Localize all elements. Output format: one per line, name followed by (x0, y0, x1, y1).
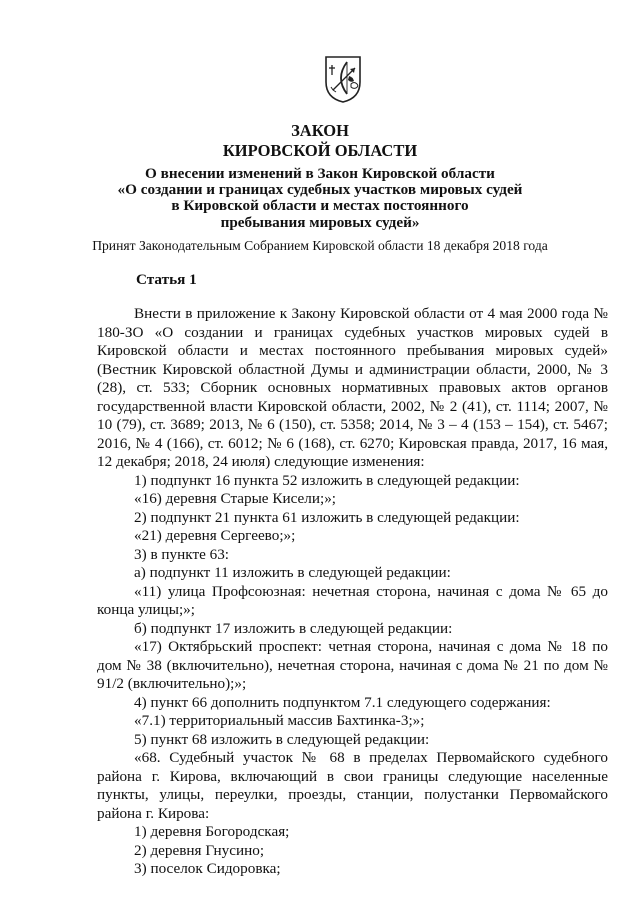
article-heading: Статья 1 (136, 271, 197, 288)
title-line-2: КИРОВСКОЙ ОБЛАСТИ (222, 141, 418, 160)
title-line-1: ЗАКОН (291, 121, 349, 140)
list-item: 3) поселок Сидоровка; (134, 860, 281, 877)
list-item: 2) деревня Гнусино; (134, 841, 265, 859)
subtitle-line: О внесении изменений в Закон Кировской области (145, 165, 495, 182)
list-item: 3) в пункте 63: (134, 545, 230, 563)
list-item: «7.1) территориальный массив Бахтинка-3;»; (134, 712, 425, 729)
list-item: «16) деревня Старые Кисели;»; (134, 490, 337, 507)
article-body (97, 305, 608, 879)
subtitle-line: пребывания мировых судей» (220, 213, 420, 231)
subtitle-line: в Кировской области и местах постоянного (171, 197, 469, 215)
kirov-region-coat-of-arms-icon (323, 54, 363, 104)
list-item: 5) пункт 68 изложить в следующей редакции: (134, 730, 430, 748)
list-item: а) подпункт 11 изложить в следующей редакции: (134, 564, 451, 581)
law-subtitle (0, 166, 640, 231)
list-item: 1) подпункт 16 пункта 52 изложить в следующей редакции: (134, 471, 520, 489)
list-item: 4) пункт 66 дополнить подпунктом 7.1 следующего содержания: (134, 693, 551, 711)
list-item: «17) Октябрьский проспект: четная сторона, начиная с дома № 18 по дом № 38 (включительно), нечетная сторона, начиная с дома № 21 по дом № 91/2 (включительно);»; (97, 638, 608, 692)
adoption-note: Принят Законодательным Собранием Кировской области 18 декабря 2018 года (92, 238, 548, 253)
list-item: 2) подпункт 21 пункта 61 изложить в следующей редакции: (134, 508, 520, 526)
paragraph-intro: Внести в приложение к Закону Кировской области от 4 мая 2000 года № 180-ЗО «О создании и границах судебных участков мировых судей в Кировской области и местах постоянного пребывания мировых судей» (Вестник Кировской областной Думы и администрации области, 2000, № 3 (28), ст. 533; Сборник основных нормативных правовых актов органов государственной власти Кировской области, 2002, № 2 (41), ст. 1114; 2007, № 10 (79), ст. 3689; 2013, № 6 (150), ст. 5358; 2014, № 3 – 4 (153 – 154), ст. 5467; 2016, № 4 (166), ст. 6012; № 6 (168), ст. 6270; Кировская правда, 2017, 16 мая, 12 декабря; 2018, 24 июля) следующие изменения: (97, 305, 608, 470)
list-item: «68. Судебный участок № 68 в пределах Первомайского судебного района г. Кирова, включающий в свои границы следующие населенные пункты, улицы, переулки, проезды, станции, полустанки Первомайского района г. Кирова: (97, 749, 608, 822)
list-item: б) подпункт 17 изложить в следующей редакции: (134, 619, 453, 637)
law-title (0, 121, 640, 161)
list-item: «11) улица Профсоюзная: нечетная сторона, начиная с дома № 65 до конца улицы;»; (97, 582, 608, 618)
list-item: «21) деревня Сергеево;»; (134, 527, 296, 544)
list-item: 1) деревня Богородская; (134, 823, 290, 840)
subtitle-line: «О создании и границах судебных участков мировых судей (117, 181, 523, 199)
